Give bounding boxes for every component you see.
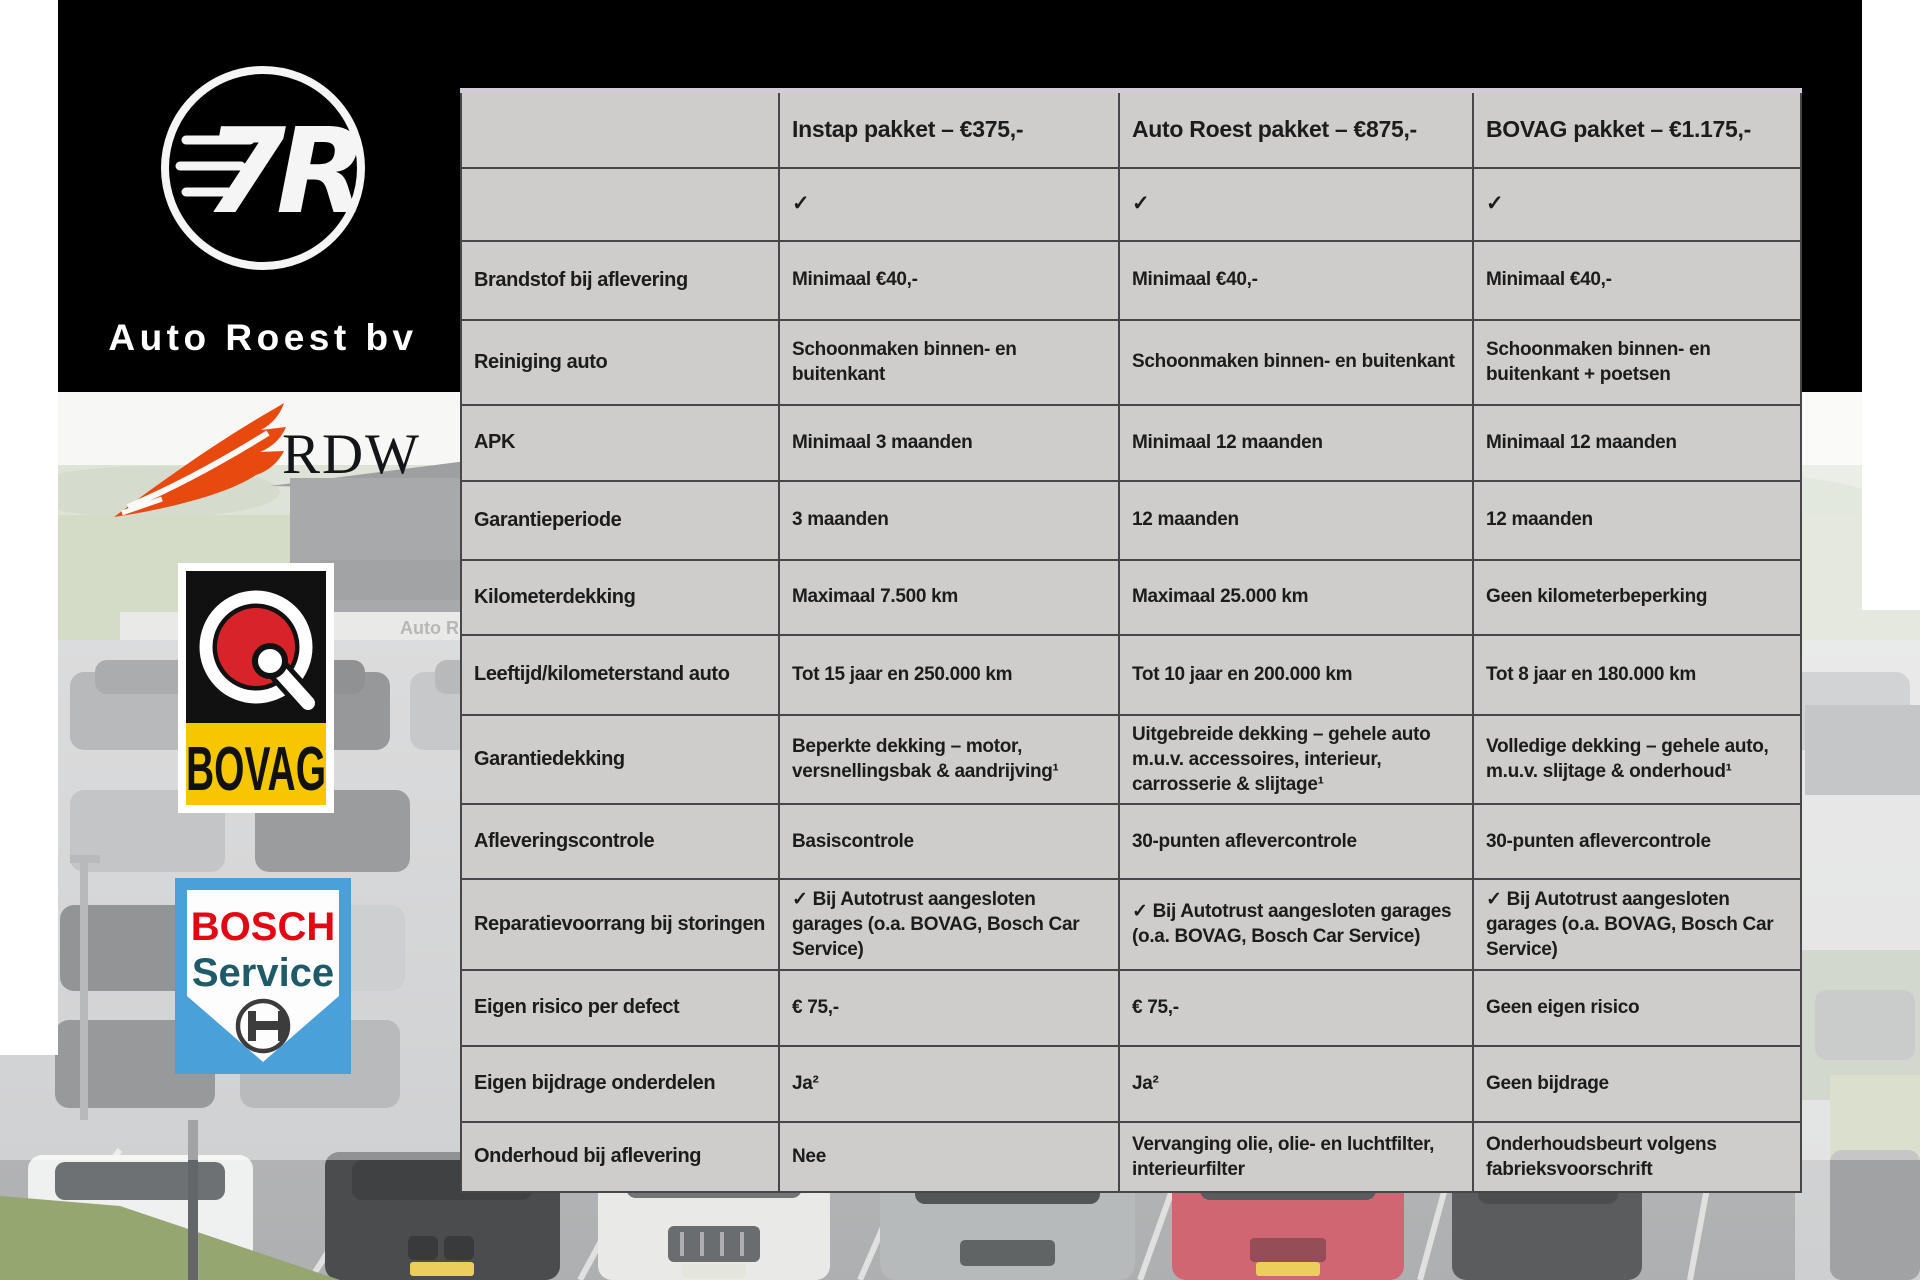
row-label: Kilometerdekking [461,560,779,635]
table-row [461,970,1801,1046]
logo-monogram: 7R [204,102,357,240]
table-cell: Vervanging olie, olie- en luchtfilter, interieurfilter [1119,1122,1473,1192]
table-cell: Beperkte dekking – motor, versnellingsbak & aandrijving¹ [779,715,1119,804]
row-label: Brandstof bij aflevering [461,241,779,320]
table-header-cell: Auto Roest pakket – €875,- [1119,91,1473,168]
table-cell: ✓ Bij Autotrust aangesloten garages (o.a. BOVAG, Bosch Car Service) [1119,879,1473,970]
table-cell: Maximaal 25.000 km [1119,560,1473,635]
table-cell: 30-punten aflevercontrole [1473,804,1801,879]
included-checkmark: ✓ [779,168,1119,241]
table-cell: Uitgebreide dekking – gehele auto m.u.v. accessoires, interieur, carrosserie & slijtage¹ [1119,715,1473,804]
table-cell: Minimaal 3 maanden [779,405,1119,481]
table-header-cell: BOVAG pakket – €1.175,- [1473,91,1801,168]
table-cell: 12 maanden [1473,481,1801,560]
table-row [461,715,1801,804]
table-cell: ✓ Bij Autotrust aangesloten garages (o.a. BOVAG, Bosch Car Service) [1473,879,1801,970]
auto-roest-logo [58,0,460,392]
table-cell: € 75,- [779,970,1119,1046]
row-label: Garantieperiode [461,481,779,560]
row-label: Reiniging auto [461,320,779,405]
table-cell: Ja² [779,1046,1119,1122]
table-cell: Basiscontrole [779,804,1119,879]
rdw-logo [70,393,440,543]
table-cell: Onderhoudsbeurt volgens fabrieksvoorschrift [1473,1122,1801,1192]
row-label: Garantiedekking [461,715,779,804]
row-label [461,168,779,241]
table-row [461,1046,1801,1122]
table-cell: € 75,- [1119,970,1473,1046]
table-row [461,320,1801,405]
row-label: Eigen risico per defect [461,970,779,1046]
table-cell: Geen bijdrage [1473,1046,1801,1122]
table-row [461,1122,1801,1192]
row-label: Afleveringscontrole [461,804,779,879]
company-name: Auto Roest bv [108,317,418,358]
table-row [461,405,1801,481]
table-row [461,804,1801,879]
bovag-logo [178,563,334,813]
table-header-row [461,91,1801,168]
table-cell: 3 maanden [779,481,1119,560]
table-cell: Geen eigen risico [1473,970,1801,1046]
table-row [461,168,1801,241]
included-checkmark: ✓ [1473,168,1801,241]
bosch-wordmark: BOSCH [190,905,336,949]
table-cell: Volledige dekking – gehele auto, m.u.v. slijtage & onderhoud¹ [1473,715,1801,804]
table-cell: Tot 10 jaar en 200.000 km [1119,635,1473,715]
table-cell: Minimaal €40,- [1119,241,1473,320]
table-cell: Schoonmaken binnen- en buitenkant + poetsen [1473,320,1801,405]
table-row [461,879,1801,970]
table-cell: Minimaal 12 maanden [1473,405,1801,481]
row-label: Onderhoud bij aflevering [461,1122,779,1192]
table-cell: 12 maanden [1119,481,1473,560]
table-cell: Minimaal €40,- [1473,241,1801,320]
bovag-wordmark: BOVAG [185,734,327,805]
table-cell: Nee [779,1122,1119,1192]
table-cell: Tot 15 jaar en 250.000 km [779,635,1119,715]
bosch-service-wordmark: Service [191,951,335,995]
table-cell: Minimaal €40,- [779,241,1119,320]
table-cell: Schoonmaken binnen- en buitenkant [1119,320,1473,405]
row-label: APK [461,405,779,481]
table-row [461,481,1801,560]
table-cell: Tot 8 jaar en 180.000 km [1473,635,1801,715]
table-cell: Maximaal 7.500 km [779,560,1119,635]
table-row [461,241,1801,320]
row-label: Leeftijd/kilometerstand auto [461,635,779,715]
table-cell: ✓ Bij Autotrust aangesloten garages (o.a. BOVAG, Bosch Car Service) [779,879,1119,970]
included-checkmark: ✓ [1119,168,1473,241]
table-cell: Minimaal 12 maanden [1119,405,1473,481]
rdw-wordmark: RDW [282,423,421,486]
table-cell: 30-punten aflevercontrole [1119,804,1473,879]
table-row [461,560,1801,635]
table-cell: Geen kilometerbeperking [1473,560,1801,635]
row-label: Reparatievoorrang bij storingen [461,879,779,970]
package-comparison-table [460,88,1802,1193]
table-row [461,635,1801,715]
row-label: Eigen bijdrage onderdelen [461,1046,779,1122]
table-cell: Ja² [1119,1046,1473,1122]
bosch-service-logo [175,878,351,1074]
table-cell: Schoonmaken binnen- en buitenkant [779,320,1119,405]
table-header-cell: Instap pakket – €375,- [779,91,1119,168]
header-empty-cell [461,91,779,168]
